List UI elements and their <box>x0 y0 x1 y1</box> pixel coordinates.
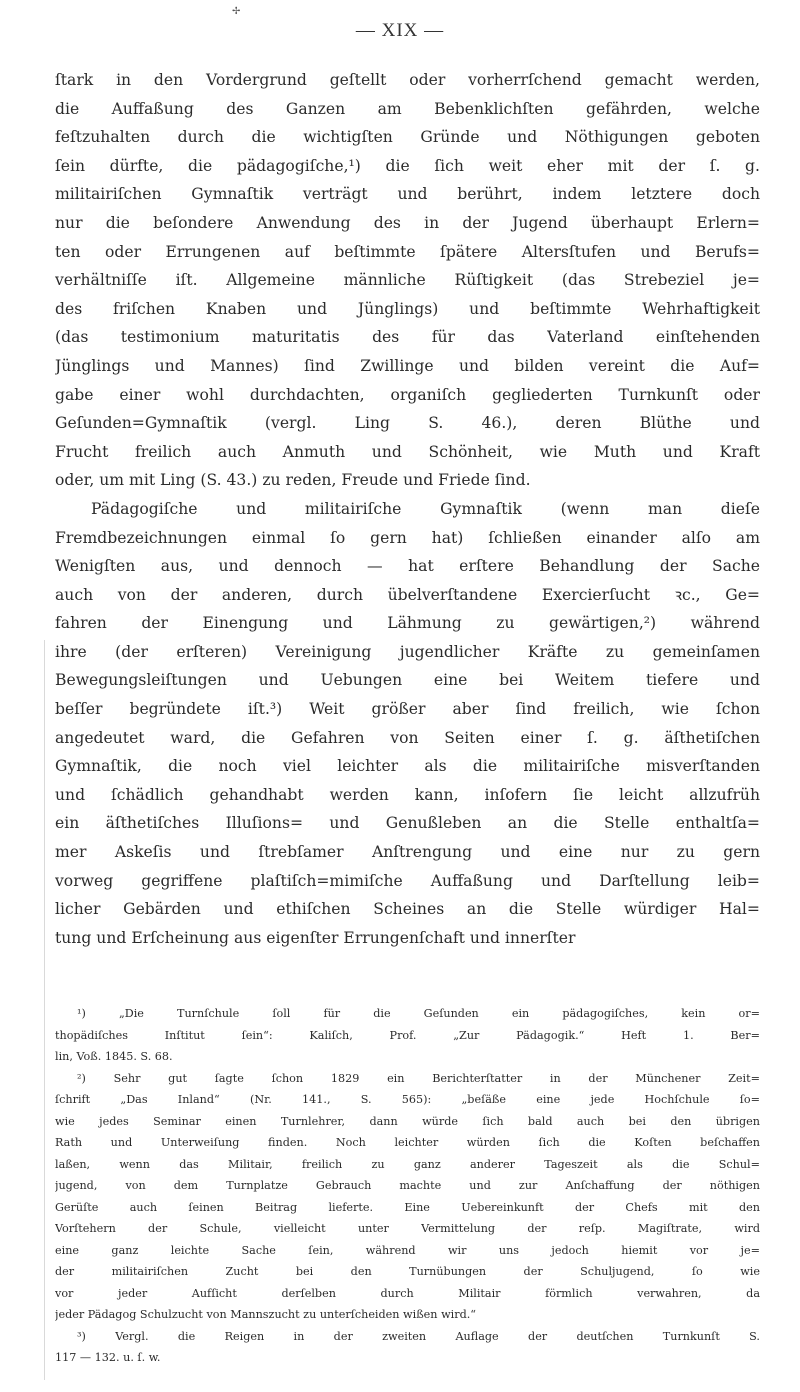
footnote-line: ²) Sehr gut ſagte ſchon 1829 ein Berichterſtatter in der Münchener Zeit= <box>77 1071 760 1085</box>
page-number-header: — XIX — <box>355 20 445 41</box>
footnote-line: thopädiſches Inſtitut ſein“: Kaliſch, Prof. „Zur Pädagogik.“ Heft 1. Ber= <box>55 1028 760 1042</box>
footnote-line: wie jedes Seminar einen Turnlehrer, dann würde ſich bald auch bei den übrigen <box>55 1114 760 1128</box>
text-line: militairiſchen Gymnaſtik verträgt und berührt, indem letztere doch <box>55 185 760 204</box>
text-line: (das testimonium maturitatis des für das Vaterland einſtehenden <box>55 328 760 347</box>
footnotes <box>55 1003 760 1369</box>
text-line: Pädagogiſche und militairiſche Gymnaſtik (wenn man dieſe <box>91 499 760 518</box>
text-line: ten oder Errungenen auf beſtimmte ſpätere Altersſtufen und Berufs= <box>55 242 760 261</box>
text-line: ein äſthetiſches Illuſions= und Genußleben an die Stelle enthaltſa= <box>55 814 760 833</box>
text-line: vorweg gegriffene plaſtiſch=mimiſche Auffaßung und Darſtellung leib= <box>55 871 760 890</box>
text-line: Fremdbezeichnungen einmal ſo gern hat) ſchließen einander alſo am <box>55 528 760 547</box>
footnote-line: Gerüſte auch ſeinen Beitrag lieferte. Eine Uebereinkunft der Chefs mit den <box>55 1200 760 1214</box>
footnote-line: Rath und Unterweiſung finden. Noch leichter würden ſich die Koſten beſchaffen <box>55 1136 760 1149</box>
ornament-mark: ✢ <box>232 6 241 17</box>
text-line: feſtzuhalten durch die wichtigſten Gründe und Nöthigungen geboten <box>55 128 760 147</box>
footnote-line: jugend, von dem Turnplatze Gebrauch machte und zur Anſchaffung der nöthigen <box>55 1179 760 1192</box>
text-line: fahren der Einengung und Lähmung zu gewärtigen,²) während <box>55 614 760 633</box>
text-line: des friſchen Knaben und Jünglings) und beſtimmte Wehrhaftigkeit <box>55 299 760 318</box>
text-line: angedeutet ward, die Gefahren von Seiten einer ſ. g. äſthetiſchen <box>55 728 760 747</box>
footnote-line: jeder Pädagog Schulzucht von Mannszucht zu unterſcheiden wißen wird.“ <box>55 1308 477 1321</box>
text-line: gabe einer wohl durchdachten, organiſch gegliederten Turnkunſt oder <box>55 385 760 404</box>
footnote-line: ³) Vergl. die Reigen in der zweiten Auflage der deutſchen Turnkunſt S. <box>77 1329 760 1343</box>
footnote-line: lin, Voß. 1845. S. 68. <box>55 1050 173 1063</box>
scan-edge-line <box>44 640 45 1380</box>
text-line: oder, um mit Ling (S. 43.) zu reden, Freude und Friede ſind. <box>55 471 531 490</box>
text-line: Geſunden=Gymnaſtik (vergl. Ling S. 46.), deren Blüthe und <box>55 414 760 433</box>
text-line: Jünglings und Mannes) ſind Zwillinge und bilden vereint die Auf= <box>55 356 760 375</box>
main-text <box>55 66 760 952</box>
text-line: verhältniſſe iſt. Allgemeine männliche Rüſtigkeit (das Strebeziel je= <box>55 271 760 290</box>
text-line: tung und Erſcheinung aus eigenſter Errungenſchaft und innerſter <box>55 928 576 947</box>
text-line: auch von der anderen, durch übelverſtandene Exercierſucht ꝛc., Ge= <box>55 585 760 604</box>
text-line: die Auffaßung des Ganzen am Bebenklichſten gefährden, welche <box>55 99 760 118</box>
text-line: Frucht freilich auch Anmuth und Schönheit, wie Muth und Kraft <box>55 442 760 461</box>
text-line: ſtark in den Vordergrund geſtellt oder vorherrſchend gemacht werden, <box>55 71 760 89</box>
footnote-line: eine ganz leichte Sache ſein, während wir uns jedoch hiemit vor je= <box>55 1243 760 1257</box>
footnote-line: der militairiſchen Zucht bei den Turnübungen der Schuljugend, ſo wie <box>55 1265 760 1278</box>
text-line: licher Gebärden und ethiſchen Scheines an die Stelle würdiger Hal= <box>55 900 760 919</box>
text-line: Wenigſten aus, und dennoch — hat erſtere Behandlung der Sache <box>55 557 760 576</box>
footnote-line: 117 — 132. u. ſ. w. <box>55 1351 161 1364</box>
text-line: und ſchädlich gehandhabt werden kann, inſofern ſie leicht allzufrüh <box>55 785 760 804</box>
text-line: Bewegungsleiſtungen und Uebungen eine bei Weitem tiefere und <box>55 671 760 690</box>
text-line: ſein dürfte, die pädagogiſche,¹) die ſich weit eher mit der ſ. g. <box>55 156 760 175</box>
footnote-line: laßen, wenn das Militair, freilich zu ganz anderer Tageszeit als die Schul= <box>55 1157 760 1171</box>
footnote-line: vor jeder Aufſicht derſelben durch Militair förmlich verwahren, da <box>55 1286 760 1300</box>
text-line: Gymnaſtik, die noch viel leichter als die militairiſche misverſtanden <box>55 757 760 776</box>
footnote-line: ſchrift „Das Inland“ (Nr. 141., S. 565): „beſäße eine jede Hochſchule ſo= <box>55 1093 760 1106</box>
text-line: beſſer begründete iſt.³) Weit größer aber ſind freilich, wie ſchon <box>55 700 760 719</box>
footnote-line: ¹) „Die Turnſchule ſoll für die Geſunden ein pädagogiſches, kein or= <box>77 1007 760 1020</box>
text-line: mer Askeſis und ſtrebſamer Anſtrengung und eine nur zu gern <box>55 843 760 862</box>
text-line: ihre (der erſteren) Vereinigung jugendlicher Kräfte zu gemeinſamen <box>55 642 760 661</box>
text-line: nur die beſondere Anwendung des in der Jugend überhaupt Erlern= <box>55 213 760 232</box>
footnote-line: Vorſtehern der Schule, vielleicht unter Vermittelung der reſp. Magiſtrate, wird <box>55 1222 760 1235</box>
